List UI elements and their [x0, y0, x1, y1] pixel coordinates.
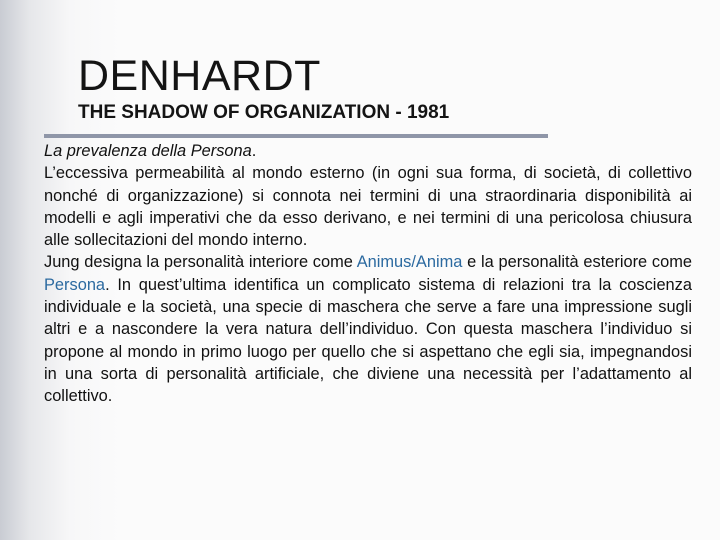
paragraph-jung	[44, 251, 692, 407]
p2-text-1: Jung designa la personalità interiore come	[44, 253, 357, 272]
term-animus-anima: Animus/Anima	[356, 253, 463, 272]
term-persona: Persona	[44, 275, 106, 294]
lead-heading: La prevalenza della Persona	[44, 142, 252, 160]
lead-line	[44, 140, 692, 162]
slide-body	[44, 140, 692, 408]
slide-subtitle: THE SHADOW OF ORGANIZATION - 1981	[78, 102, 450, 123]
title-divider	[44, 134, 548, 138]
paragraph-permeability: L’eccessiva permeabilità al mondo esterno (in ogni sua forma, di società, di collettivo nonché di organizzazione) si connota nei termini di una straordinaria disponibilità ai modelli e agli imperativi che da esso derivano, e nei termini di una pericolosa chiusura alle sollecitazioni del mondo interno.	[44, 164, 692, 250]
p2-text-2: e la personalità esteriore come	[462, 253, 692, 272]
lead-dot: .	[251, 142, 257, 160]
p2-text-3: . In quest’ultima identifica un complicato sistema di relazioni tra la coscienza individuale e la società, una specie di maschera che serve a fare una impressione sugli altri e a nascondere la vera natura dell’individuo. Con questa maschera l’individuo si propone al mondo in primo luogo per quello che si aspettano che egli sia, impegnandosi in una sorta di personalità artificiale, che diviene una necessità per l’adattamento al collettivo.	[44, 275, 692, 406]
slide-title: DENHARDT	[78, 52, 321, 100]
